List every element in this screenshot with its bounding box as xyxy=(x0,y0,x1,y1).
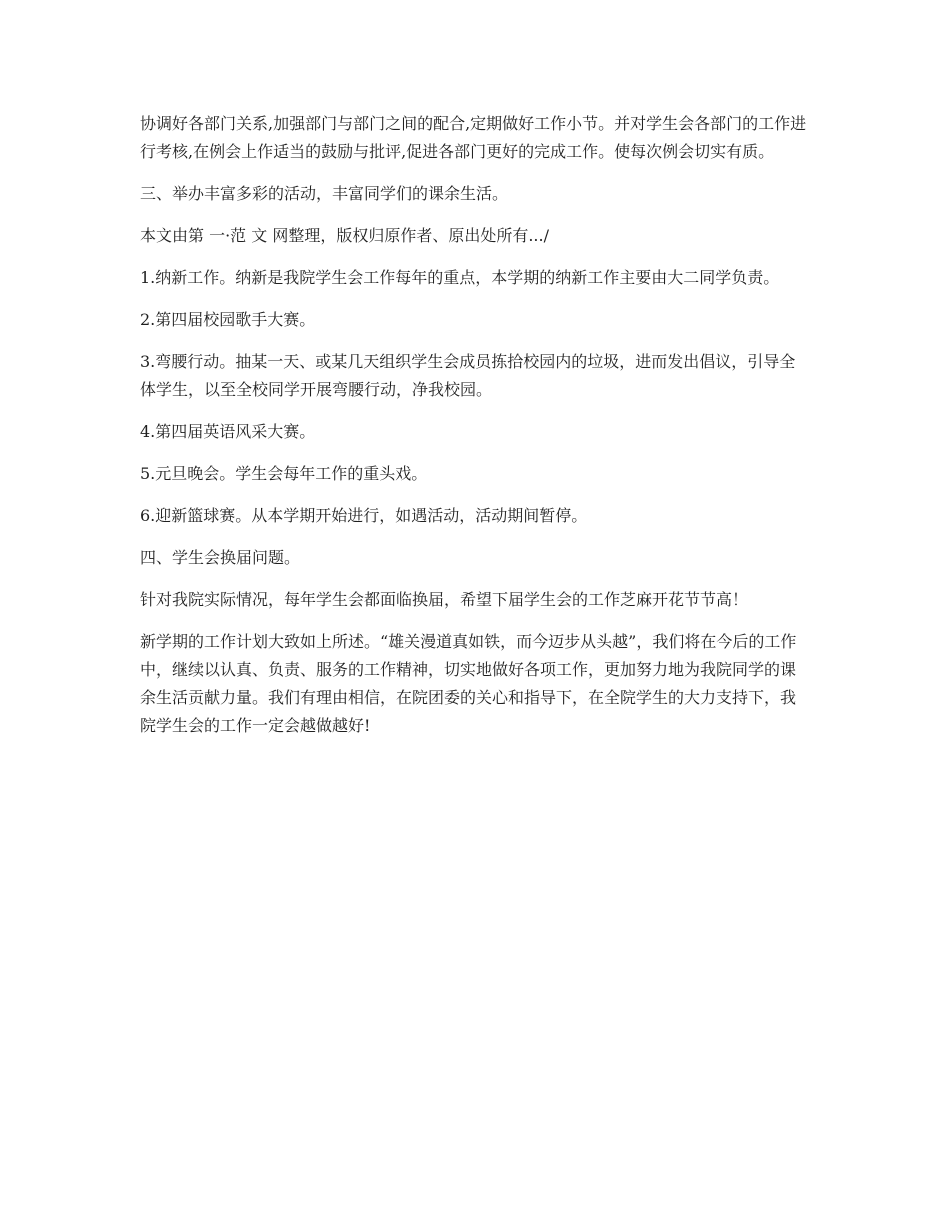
list-item-bend-action: 3.弯腰行动。抽某一天、或某几天组织学生会成员拣拾校园内的垃圾，进而发出倡议，引导全体学生，以至全校同学开展弯腰行动，净我校园。 xyxy=(140,352,796,399)
list-item-singer-contest: 2.第四届校园歌手大赛。 xyxy=(140,310,316,329)
paragraph-department-coordination: 协调好各部门关系,加强部门与部门之间的配合,定期做好工作小节。并对学生会各部门的工作进行考核,在例会上作适当的鼓励与批评,促进各部门更好的完成工作。使每次例会切实有质。 xyxy=(140,114,807,161)
heading-section-three: 三、举办丰富多彩的活动，丰富同学们的课余生活。 xyxy=(140,184,509,203)
paragraph-conclusion: 新学期的工作计划大致如上所述。“雄关漫道真如铁，而今迈步从头越”，我们将在今后的工作中，继续以认真、负责、服务的工作精神，切实地做好各项工作，更加努力地为我院同学的课余生活贡献力量。我们有理由相信，在院团委的关心和指导下，在全院学生的大力支持下，我院学生会的工作一定会越做越好! xyxy=(140,632,797,735)
list-item-basketball: 6.迎新篮球赛。从本学期开始进行，如遇活动，活动期间暂停。 xyxy=(140,506,588,525)
paragraph-source-note: 本文由第 一·范 文 网整理，版权归原作者、原出处所有.../ xyxy=(140,226,549,245)
paragraph-election: 针对我院实际情况，每年学生会都面临换届，希望下届学生会的工作芝麻开花节节高！ xyxy=(140,590,749,609)
document-body xyxy=(140,110,810,754)
list-item-new-year-gala: 5.元旦晚会。学生会每年工作的重头戏。 xyxy=(140,464,428,483)
heading-section-four: 四、学生会换届问题。 xyxy=(140,548,301,567)
list-item-english-contest: 4.第四届英语风采大赛。 xyxy=(140,422,316,441)
list-item-recruitment: 1.纳新工作。纳新是我院学生会工作每年的重点，本学期的纳新工作主要由大二同学负责。 xyxy=(140,268,780,287)
